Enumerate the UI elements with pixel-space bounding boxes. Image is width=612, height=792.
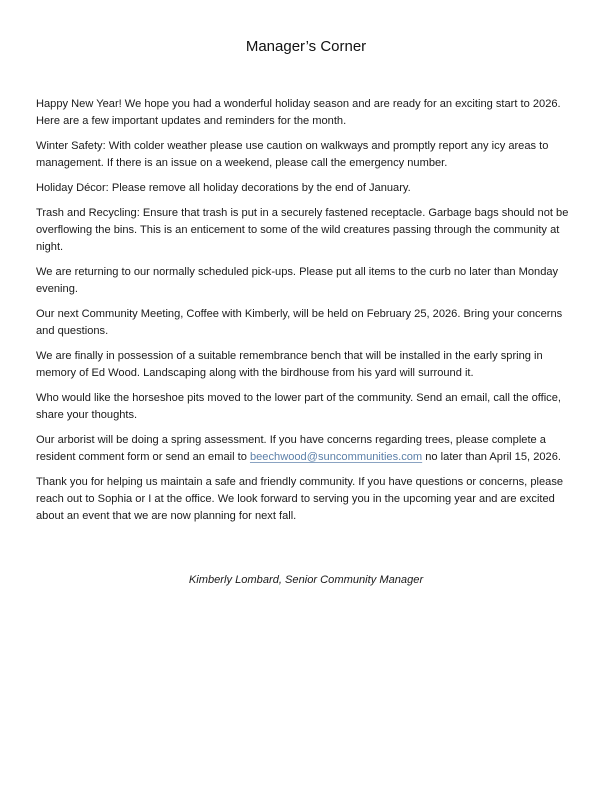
paragraph-thank-you: Thank you for helping us maintain a safe and friendly community. If you have questions or concerns, please reach out to Sophia or I at the office. We look forward to serving you in the upcoming year and are excited about an event that we are now planning for next fall. (36, 476, 564, 522)
paragraph-arborist (36, 432, 576, 466)
paragraph-trash-recycling: Trash and Recycling: Ensure that trash is put in a securely fastened receptacle. Garbage bags should not be overflowing the bins. This is an enticement to some of the wild creatures passing through the community at night. (36, 207, 569, 253)
email-link[interactable]: beechwood@suncommunities.com (249, 451, 423, 463)
paragraph-remembrance-bench: We are finally in possession of a suitable remembrance bench that will be installed in the early spring in memory of Ed Wood. Landscaping along with the birdhouse from his yard will surround it. (36, 350, 543, 379)
paragraph-winter-safety: Winter Safety: With colder weather please use caution on walkways and promptly report any icy areas to management. If there is an issue on a weekend, please call the emergency number. (36, 140, 549, 169)
signature: Kimberly Lombard, Senior Community Manager (188, 574, 424, 586)
page-title: Manager’s Corner (245, 38, 367, 55)
paragraph-greeting: Happy New Year! We hope you had a wonderful holiday season and are ready for an exciting start to 2026. Here are a few important updates and reminders for the month. (36, 98, 561, 127)
paragraph-horseshoe-pits: Who would like the horseshoe pits moved to the lower part of the community. Send an email, call the office, share your thoughts. (36, 392, 561, 421)
arborist-text-before: Our arborist will be doing a spring assessment. If you have concerns regarding trees, please complete a resident comment form or send an email to (36, 434, 546, 463)
paragraph-holiday-decor: Holiday Décor: Please remove all holiday decorations by the end of January. (36, 182, 411, 194)
paragraph-community-meeting: Our next Community Meeting, Coffee with Kimberly, will be held on February 25, 2026. Bring your concerns and questions. (36, 308, 563, 337)
paragraph-pickups: We are returning to our normally scheduled pick-ups. Please put all items to the curb no later than Monday evening. (36, 266, 559, 295)
arborist-text-after: no later than April 15, 2026. (425, 451, 561, 463)
document-body (36, 96, 576, 533)
